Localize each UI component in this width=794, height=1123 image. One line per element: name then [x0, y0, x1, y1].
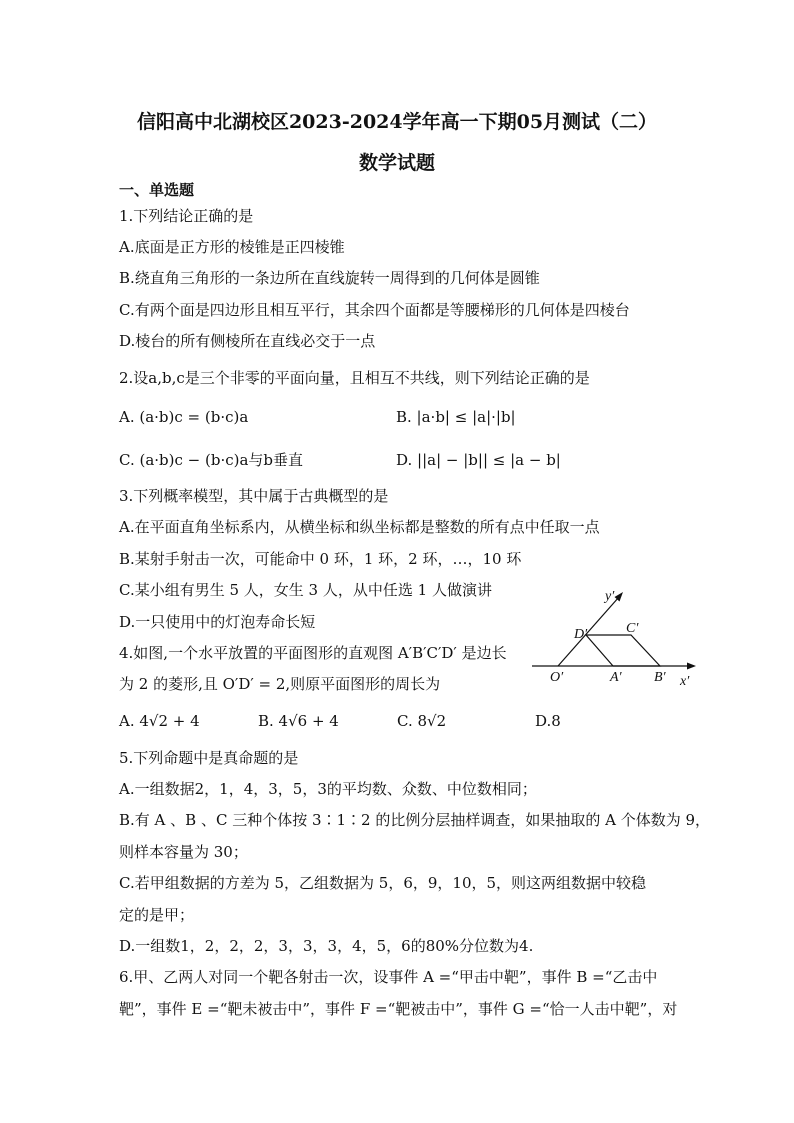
q1-option-b: B.绕直角三角形的一条边所在直线旋转一周得到的几何体是圆锥 [119, 269, 540, 287]
label-a: A′ [610, 670, 622, 685]
section-heading: 一、单选题 [119, 181, 195, 199]
q5-option-a: A.一组数据2，1，4，3，5，3的平均数、众数、中位数相同； [119, 780, 537, 798]
q2-option-a: A. (a·b)c = (b·c)a [119, 408, 249, 426]
q4-option-a: A. 4√2 + 4 [119, 712, 200, 730]
q5-option-c-line2: 定的是甲； [119, 906, 195, 924]
page-title: 信阳高中北湖校区2023-2024学年高一下期05月测试（二） [136, 111, 658, 133]
q2-option-d: D. ||a| − |b|| ≤ |a − b| [396, 451, 561, 469]
y-axis [558, 597, 619, 666]
q1-option-c: C.有两个面是四边形且相互平行，其余四个面都是等腰梯形的几何体是四棱台 [119, 301, 630, 319]
q2-option-b: B. |a·b| ≤ |a|·|b| [396, 408, 516, 426]
q4-stem-line2: 为 2 的菱形,且 O′D′ = 2,则原平面图形的周长为 [119, 675, 441, 693]
q3-option-c: C.某小组有男生 5 人，女生 3 人，从中任选 1 人做演讲 [119, 581, 492, 599]
label-b: B′ [654, 670, 666, 685]
q4-figure [520, 585, 700, 695]
q1-option-d: D.棱台的所有侧棱所在直线必交于一点 [119, 332, 376, 350]
q5-option-c-line1: C.若甲组数据的方差为 5，乙组数据为 5，6，9，10，5，则这两组数据中较稳 [119, 874, 647, 892]
label-y: y′ [605, 589, 615, 604]
q3-option-a: A.在平面直角坐标系内，从横坐标和纵坐标都是整数的所有点中任取一点 [119, 518, 600, 536]
q1-option-a: A.底面是正方形的棱锥是正四棱锥 [119, 238, 345, 256]
q5-option-b-line1: B.有 A 、B 、C 三种个体按 3∶1∶2 的比例分层抽样调查，如果抽取的 A 个体数为 9， [119, 811, 711, 829]
q4-option-b: B. 4√6 + 4 [258, 712, 339, 730]
rhombus [586, 635, 660, 666]
q1-stem: 1.下列结论正确的是 [119, 207, 254, 225]
q4-option-d: D.8 [535, 712, 561, 730]
q6-stem-line2: 靶”，事件 E =“靶未被击中”，事件 F =“靶被击中”，事件 G =“恰一人击中靶”，对 [119, 1000, 678, 1018]
q2-option-c: C. (a·b)c − (b·c)a与b垂直 [119, 451, 304, 469]
q2-stem: 2.设a,b,c是三个非零的平面向量，且相互不共线，则下列结论正确的是 [119, 369, 590, 387]
q4-option-c: C. 8√2 [397, 712, 447, 730]
q3-option-d: D.一只使用中的灯泡寿命长短 [119, 613, 316, 631]
q5-stem: 5.下列命题中是真命题的是 [119, 749, 299, 767]
q5-option-b-line2: 则样本容量为 30； [119, 843, 248, 861]
page-subtitle: 数学试题 [358, 152, 435, 174]
q6-stem-line1: 6.甲、乙两人对同一个靶各射击一次，设事件 A =“甲击中靶”，事件 B =“乙击中 [119, 968, 658, 986]
q3-stem: 3.下列概率模型，其中属于古典概型的是 [119, 487, 389, 505]
label-c: C′ [626, 621, 639, 636]
q3-option-b: B.某射手射击一次，可能命中 0 环，1 环，2 环，…，10 环 [119, 550, 522, 568]
x-axis-arrow-icon [687, 663, 696, 670]
q4-stem-line1: 4.如图,一个水平放置的平面图形的直观图 A′B′C′D′ 是边长 [119, 644, 507, 662]
label-x: x′ [680, 674, 690, 689]
label-d: D′ [574, 627, 588, 642]
label-o: O′ [550, 670, 564, 685]
q5-option-d: D.一组数1，2，2，2，3，3，3，4，5，6的80%分位数为4. [119, 937, 534, 955]
